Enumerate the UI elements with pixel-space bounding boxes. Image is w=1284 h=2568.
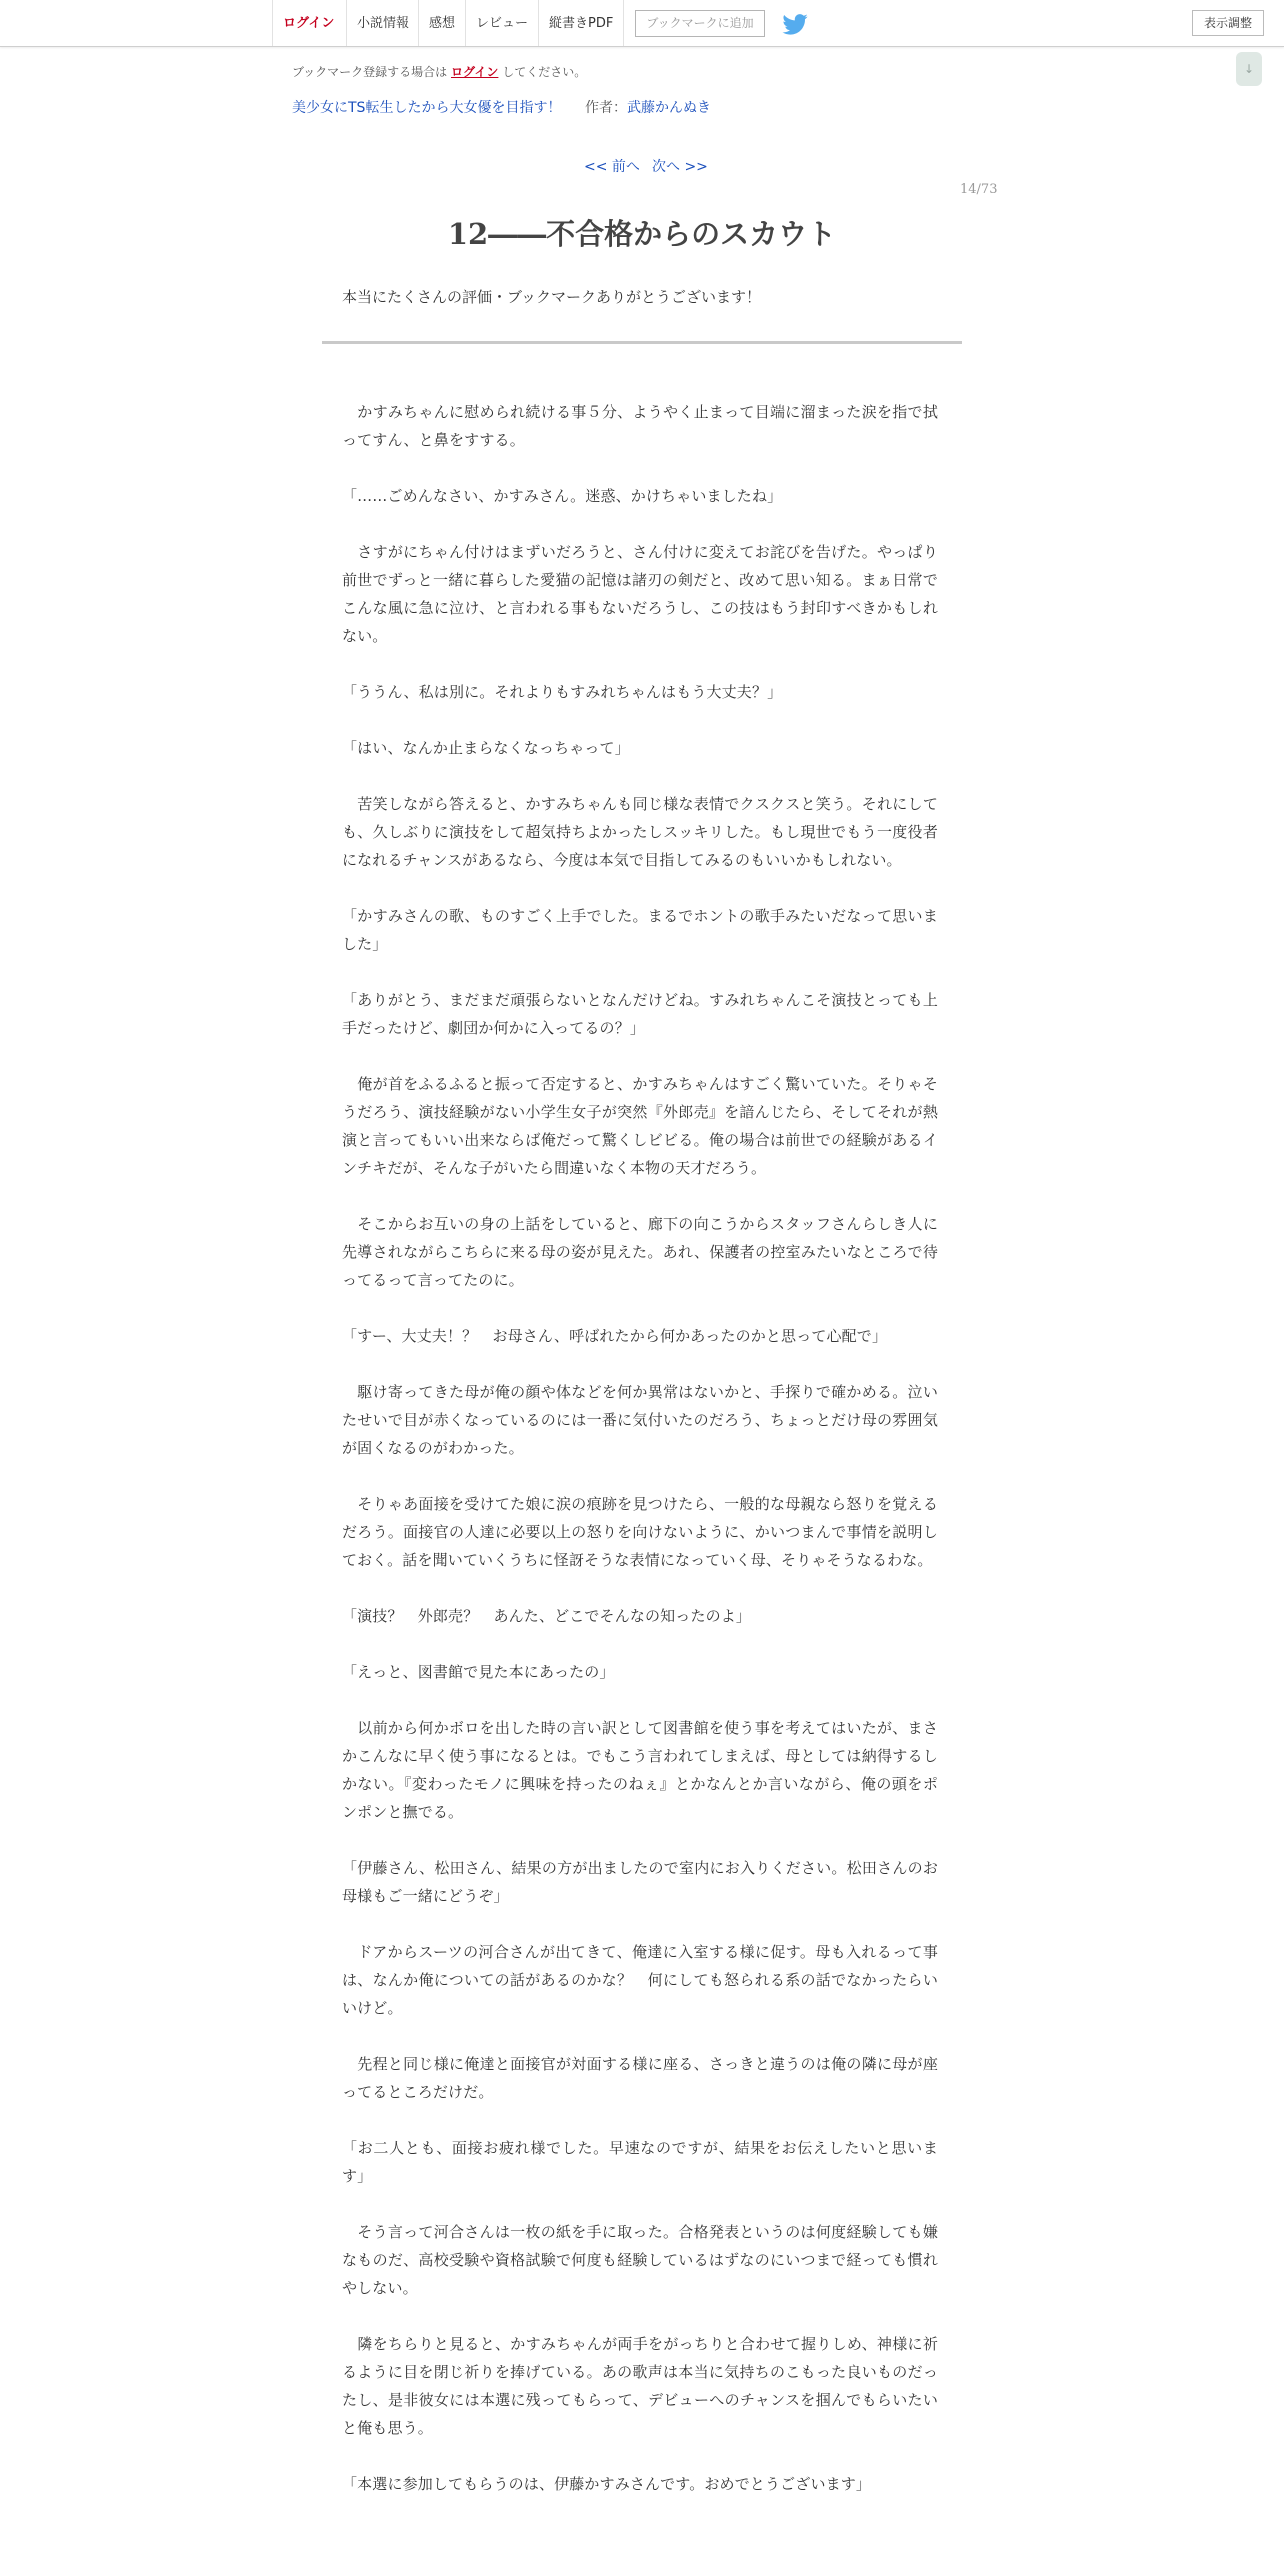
display-settings-button[interactable]: 表示調整	[1192, 10, 1264, 36]
body-paragraph: 「えっと、図書館で見た本にあったの」	[342, 1663, 615, 1681]
body-paragraph: 「お二人とも、面接お疲れ様でした。早速なのですが、結果をお伝えしたいと思います」	[342, 2139, 938, 2185]
body-paragraph: 「ううん、私は別に。それよりもすみれちゃんはもう大丈夫？」	[342, 683, 783, 701]
nav-novel-info-link[interactable]: 小説情報	[346, 0, 419, 46]
bookmark-login-notice	[292, 63, 586, 80]
nav-login-link[interactable]: ログイン	[272, 0, 344, 46]
chapter-page-counter: 14/73	[960, 182, 998, 197]
body-paragraph: 「すー、大丈夫！？ お母さん、呼ばれたから何かあったのかと思って心配で」	[342, 1327, 888, 1345]
body-paragraph: 「はい、なんか止まらなくなっちゃって」	[342, 739, 630, 757]
chapter-body	[342, 398, 938, 2526]
novel-title-link[interactable]: 美少女にTS転生したから大女優を目指す！	[292, 100, 562, 116]
body-paragraph: そこからお互いの身の上話をしていると、廊下の向こうからスタッフさんらしき人に先導されながらこちらに来る母の姿が見えた。あれ、保護者の控室みたいなところで待ってるって言ってたのに。	[342, 1215, 938, 1289]
preface-divider	[322, 341, 962, 344]
nav-review-link[interactable]: レビュー	[465, 0, 538, 46]
notice-suffix: してください。	[502, 65, 587, 79]
author-info	[585, 97, 711, 117]
body-paragraph: 駆け寄ってきた母が俺の顔や体などを何か異常はないかと、手探りで確かめる。泣いたせいで目が赤くなっているのには一番に気付いたのだろう、ちょっとだけ母の雰囲気が固くなるのがわかった。	[342, 1383, 938, 1457]
body-paragraph: ドアからスーツの河合さんが出てきて、俺達に入室する様に促す。母も入れるって事は、なんか俺についての話があるのかな？ 何にしても怒られる系の話でなかったらいいけど。	[342, 1943, 938, 2017]
bookmark-add-button[interactable]: ブックマークに追加	[635, 10, 765, 37]
next-chapter-link[interactable]: 次へ >>	[652, 159, 708, 175]
body-paragraph: さすがにちゃん付けはまずいだろうと、さん付けに変えてお詫びを告げた。やっぱり前世でずっと一緒に暮らした愛猫の記憶は諸刃の剣だと、改めて思い知る。まぁ日常でこんな風に急に泣け、と言われる事もないだろうし、この技はもう封印すべきかもしれない。	[342, 543, 938, 645]
body-paragraph: 「伊藤さん、松田さん、結果の方が出ましたので室内にお入りください。松田さんのお母様もご一緒にどうぞ」	[342, 1859, 938, 1905]
body-paragraph: かすみちゃんに慰められ続ける事５分、ようやく止まって目端に溜まった涙を指で拭ってすん、と鼻をすする。	[342, 403, 938, 449]
body-paragraph: 先程と同じ様に俺達と面接官が対面する様に座る、さっきと違うのは俺の隣に母が座ってるところだけだ。	[342, 2055, 938, 2101]
twitter-icon[interactable]	[782, 14, 808, 35]
body-paragraph: 以前から何かボロを出した時の言い訳として図書館を使う事を考えてはいたが、まさかこんなに早く使う事になるとは。でもこう言われてしまえば、母としては納得するしかない。『変わったモノに興味を持ったのねぇ』とかなんとか言いながら、俺の頭をポンポンと撫でる。	[342, 1719, 938, 1821]
body-paragraph: 「ありがとう、まだまだ頑張らないとなんだけどね。すみれちゃんこそ演技とっても上手だったけど、劇団か何かに入ってるの？」	[342, 991, 938, 1037]
top-navigation-bar	[0, 0, 1284, 47]
body-paragraph: 「かすみさんの歌、ものすごく上手でした。まるでホントの歌手みたいだなって思いました」	[342, 907, 938, 953]
scroll-down-button[interactable]: ↓	[1236, 52, 1262, 86]
author-label: 作者：	[585, 100, 627, 116]
chapter-preface: 本当にたくさんの評価・ブックマークありがとうございます！	[342, 288, 761, 306]
chapter-title: 12――不合格からのスカウト	[447, 217, 837, 251]
notice-login-link[interactable]: ログイン	[451, 65, 499, 79]
notice-prefix: ブックマーク登録する場合は	[292, 65, 448, 79]
body-paragraph: 苦笑しながら答えると、かすみちゃんも同じ様な表情でクスクスと笑う。それにしても、久しぶりに演技をして超気持ちよかったしスッキリした。もし現世でもう一度役者になれるチャンスがあるなら、今度は本気で目指してみるのもいいかもしれない。	[342, 795, 938, 869]
author-name-link[interactable]: 武藤かんぬき	[627, 100, 711, 116]
body-paragraph: そう言って河合さんは一枚の紙を手に取った。合格発表というのは何度経験しても嫌なものだ、高校受験や資格試験で何度も経験しているはずなのにいつまで経っても慣れやしない。	[342, 2223, 938, 2297]
body-paragraph: 「……ごめんなさい、かすみさん。迷惑、かけちゃいましたね」	[342, 487, 783, 505]
nav-impression-link[interactable]: 感想	[418, 0, 465, 46]
body-paragraph: 「演技？ 外郎売？ あんた、どこでそんなの知ったのよ」	[342, 1607, 752, 1625]
nav-vertical-pdf-link[interactable]: 縦書きPDF	[538, 0, 624, 46]
prev-chapter-link[interactable]: << 前へ	[584, 159, 640, 175]
body-paragraph: 隣をちらりと見ると、かすみちゃんが両手をがっちりと合わせて握りしめ、神様に祈るように目を閉じ祈りを捧げている。あの歌声は本当に気持ちのこもった良いものだったし、是非彼女には本選に残ってもらって、デビューへのチャンスを掴んでもらいたいと俺も思う。	[342, 2335, 938, 2437]
body-paragraph: 俺が首をふるふると振って否定すると、かすみちゃんはすごく驚いていた。そりゃそうだろう、演技経験がない小学生女子が突然『外郎売』を諳んじたら、そしてそれが熱演と言ってもいい出来ならば俺だって驚くしビビる。俺の場合は前世での経験があるインチキだが、そんな子がいたら間違いなく本物の天才だろう。	[342, 1075, 938, 1177]
body-paragraph: そりゃあ面接を受けてた娘に涙の痕跡を見つけたら、一般的な母親なら怒りを覚えるだろう。面接官の人達に必要以上の怒りを向けないように、かいつまんで事情を説明しておく。話を聞いていくうちに怪訝そうな表情になっていく母、そりゃそうなるわな。	[342, 1495, 938, 1569]
body-paragraph: 「本選に参加してもらうのは、伊藤かすみさんです。おめでとうございます」	[342, 2475, 872, 2493]
